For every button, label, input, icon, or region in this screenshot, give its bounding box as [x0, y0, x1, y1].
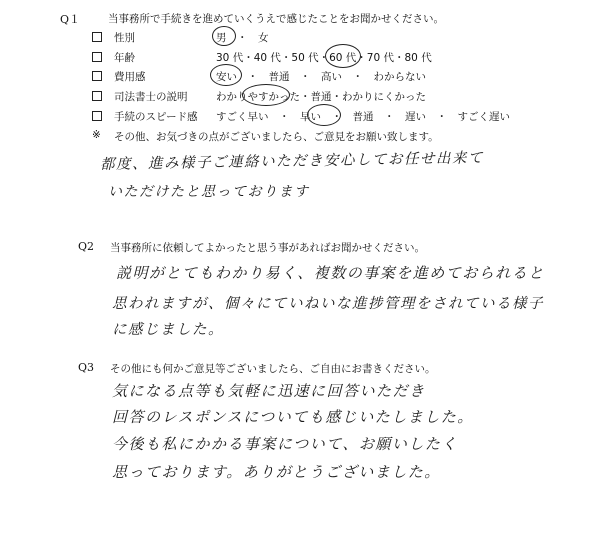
- q2-answer-line-1: 説明がとてもわかり易く、複数の事案を進めておられると: [116, 264, 545, 282]
- item-label: 司法書士の説明: [114, 91, 188, 103]
- q1-answer-line-2: いただけたと思っております: [108, 184, 310, 200]
- note-mark: ※: [92, 129, 101, 141]
- checkbox[interactable]: [92, 32, 102, 42]
- selection-circle: [212, 26, 236, 46]
- item-label: 費用感: [114, 71, 146, 83]
- question-3-label: Q3: [78, 361, 95, 374]
- q3-answer-line-3: 今後も私にかかる事案について、お願いしたく: [112, 435, 458, 453]
- checkbox[interactable]: [92, 91, 102, 101]
- question-2-label: Q2: [78, 240, 95, 253]
- item-options: 安い ・ 普通 ・ 高い ・ わからない: [216, 71, 426, 83]
- selection-circle: [242, 84, 290, 106]
- q1-answer-line-1: 都度、進み様子ご連絡いただき安心してお任せ出来て: [99, 150, 485, 173]
- selection-circle: [325, 44, 361, 68]
- q3-answer-line-4: 思っております。ありがとうございました。: [112, 463, 441, 481]
- question-1-label: Q１: [60, 13, 81, 26]
- item-options: すごく早い ・ 早い ・ 普通 ・ 遅い ・ すごく遅い: [216, 111, 510, 123]
- item-options: 30 代・40 代・50 代・60 代・70 代・80 代: [216, 52, 432, 64]
- question-2-text: 当事務所に依頼してよかったと思う事があればお聞かせください。: [110, 242, 425, 254]
- question-1-text: 当事務所で手続きを進めていくうえで感じたことをお聞かせください。: [108, 13, 444, 25]
- q3-answer-line-1: 気になる点等も気軽に迅速に回答いただき: [112, 382, 426, 400]
- q3-answer-line-2: 回答のレスポンスについても感じいたしました。: [112, 408, 474, 426]
- item-options: 男 ・ 女: [216, 32, 269, 44]
- question-3-text: その他にも何かご意見等ございましたら、ご自由にお書きください。: [110, 363, 436, 375]
- q2-answer-line-2: 思われますが、個々にていねいな進捗管理をされている様子: [112, 296, 544, 312]
- item-label: 性別: [114, 32, 135, 44]
- checkbox[interactable]: [92, 52, 102, 62]
- item-label: 年齢: [114, 52, 135, 64]
- q1-note-text: その他、お気づきの点がございましたら、ご意見をお願い致します。: [114, 131, 439, 143]
- q2-answer-line-3: に感じました。: [112, 322, 224, 338]
- checkbox[interactable]: [92, 111, 102, 121]
- item-options: わかりやすかった・普通・わかりにくかった: [216, 91, 426, 103]
- selection-circle: [210, 64, 242, 86]
- selection-circle: [307, 104, 341, 126]
- item-label: 手続のスピード感: [114, 111, 198, 123]
- checkbox[interactable]: [92, 71, 102, 81]
